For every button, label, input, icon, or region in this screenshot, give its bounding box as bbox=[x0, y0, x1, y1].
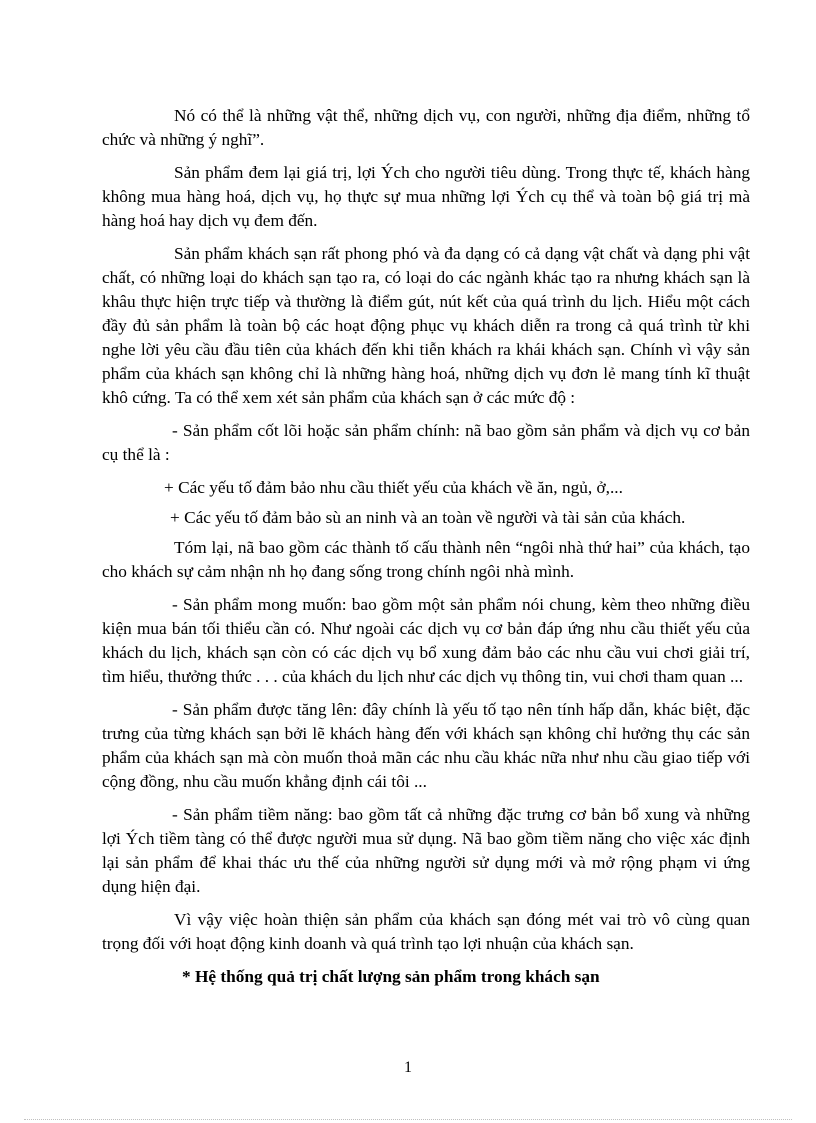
paragraph: Vì vậy việc hoàn thiện sản phẩm của khách sạn đóng mét vai trò vô cùng quan trọng đối với hoạt động kinh doanh và quá trình tạo lợi nhuận của khách sạn. bbox=[102, 910, 750, 953]
paragraph: Nó có thể là những vật thể, những dịch vụ, con người, những địa điểm, những tổ chức và những ý nghĩ”. bbox=[102, 106, 750, 149]
body-text bbox=[102, 104, 750, 998]
page-number: 1 bbox=[404, 1059, 412, 1076]
section-heading: * Hệ thống quả trị chất lượng sản phẩm trong khách sạn bbox=[182, 967, 600, 986]
paragraph: Sản phẩm khách sạn rất phong phó và đa dạng có cả dạng vật chất và dạng phi vật chất, có những loại do khách sạn tạo ra, có loại do các ngành khác tạo ra nhưng khách sạn là khâu thực hiện trực tiếp và thường là điểm gút, nút kết của quá trình du lịch. Hiểu một cách đầy đủ sản phẩm là toàn bộ các hoạt động phục vụ khách diễn ra trong cả quá trình từ khi nghe lời yêu cầu đầu tiên của khách đến khi tiễn khách ra khái khách sạn. Chính vì vậy sản phẩm của khách sạn không chỉ là những hàng hoá, những dịch vụ đơn lẻ mang tính kĩ thuật khô cứng. Ta có thể xem xét sản phẩm của khách sạn ở các mức độ : bbox=[102, 244, 750, 407]
footer-divider bbox=[24, 1119, 792, 1120]
paragraph: - Sản phẩm cốt lõi hoặc sản phẩm chính: nã bao gồm sản phẩm và dịch vụ cơ bản cụ thể là : bbox=[102, 421, 750, 464]
paragraph: - Sản phẩm được tăng lên: đây chính là yếu tố tạo nên tính hấp dẫn, khác biệt, đặc trưng của từng khách sạn bởi lẽ khách hàng đến với khách sạn không chỉ hưởng thụ các sản phẩm của khách sạn mà còn muốn thoả mãn các nhu cầu khác nữa như nhu cầu giao tiếp với cộng đồng, nhu cầu muốn khẳng định cái tôi ... bbox=[102, 700, 750, 791]
paragraph: - Sản phẩm tiềm năng: bao gồm tất cả những đặc trưng cơ bản bổ xung và những lợi Ých tiềm tàng có thể được người mua sử dụng. Nã bao gồm tiềm năng cho việc xác định lại sản phẩm để khai thác ưu thế của những người sử dụng mới và mở rộng phạm vi ứng dụng hiện đại. bbox=[102, 805, 750, 896]
paragraph: Sản phẩm đem lại giá trị, lợi Ých cho người tiêu dùng. Trong thực tế, khách hàng không mua hàng hoá, dịch vụ, họ thực sự mua những lợi Ých cụ thể và toàn bộ giá trị mà hàng hoá hay dịch vụ đem đến. bbox=[102, 163, 750, 230]
paragraph: Tóm lại, nã bao gồm các thành tố cấu thành nên “ngôi nhà thứ hai” của khách, tạo cho khách sự cảm nhận nh họ đang sống trong chính ngôi nhà mình. bbox=[102, 538, 750, 581]
list-item: + Các yếu tố đảm bảo sù an ninh và an toàn về người và tài sản của khách. bbox=[170, 508, 686, 527]
list-item: + Các yếu tố đảm bảo nhu cầu thiết yếu của khách về ăn, ngủ, ở,... bbox=[164, 478, 623, 497]
paragraph: - Sản phẩm mong muốn: bao gồm một sản phẩm nói chung, kèm theo những điều kiện mua bán tối thiểu cần có. Như ngoài các dịch vụ cơ bản đáp ứng nhu cầu thiết yếu của khách du lịch, khách sạn còn có các dịch vụ bổ xung đảm bảo các nhu cầu vui chơi giải trí, tìm hiểu, thưởng thức . . . của khách du lịch như các dịch vụ thông tin, vui chơi tham quan ... bbox=[102, 595, 750, 686]
